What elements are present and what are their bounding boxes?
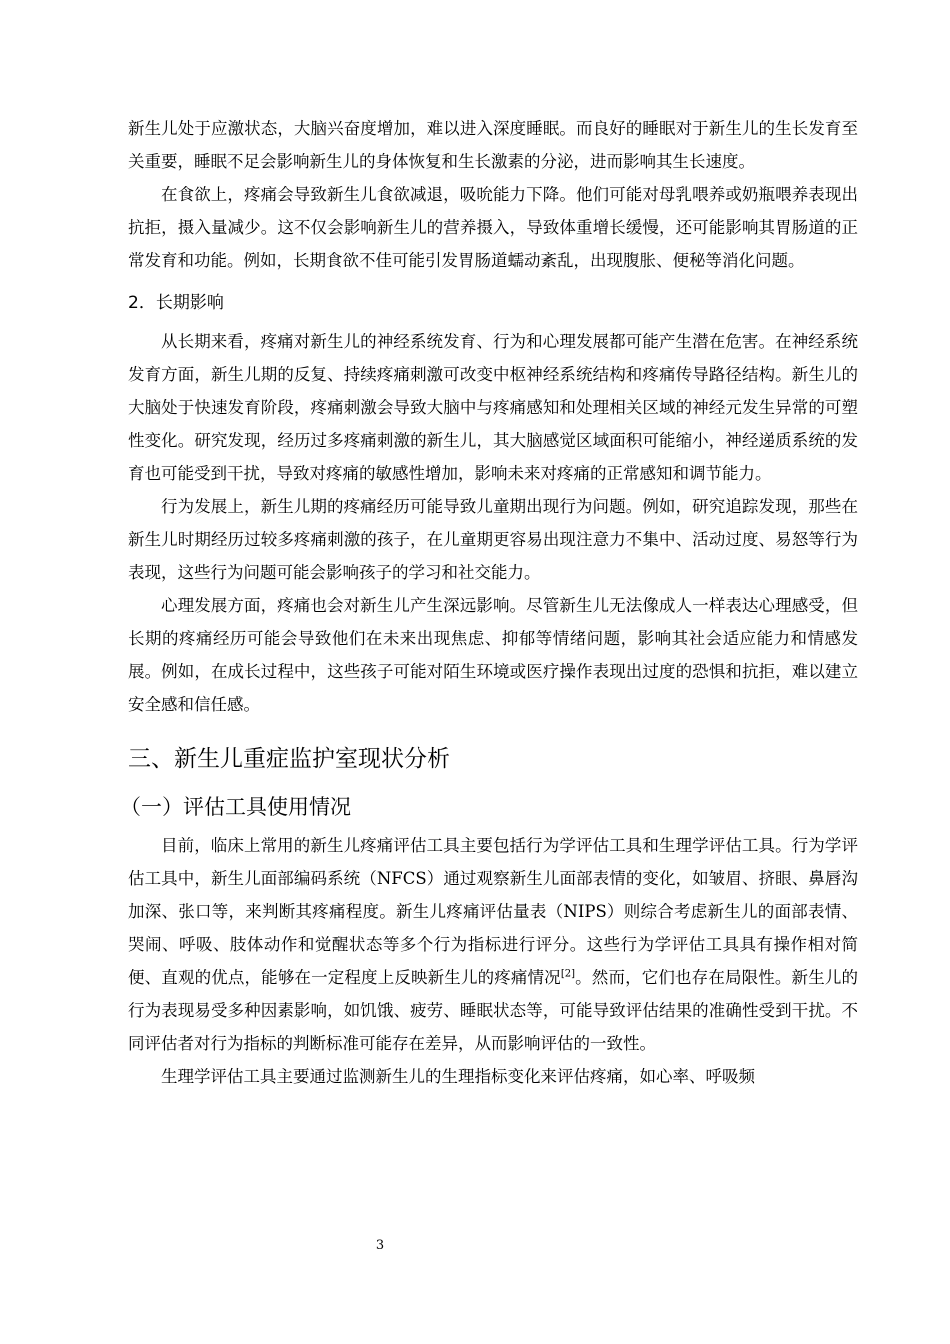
citation-reference: [2] (560, 968, 575, 980)
paragraph-sleep-continued: 新生儿处于应激状态，大脑兴奋度增加，难以进入深度睡眠。而良好的睡眠对于新生儿的生长发育至关重要，睡眠不足会影响新生儿的身体恢复和生长激素的分泌，进而影响其生长速度。 (128, 119, 858, 171)
page-content (120, 112, 859, 1093)
assessment-tools-text-part1: 目前，临床上常用的新生儿疼痛评估工具主要包括行为学评估工具和生理学评估工具。行为学评估工具中，新生儿面部编码系统（NFCS）通过观察新生儿面部表情的变化，如皱眉、挤眼、鼻唇沟加深、张口等，来判断其疼痛程度。新生儿疼痛评估量表（NIPS）则综合考虑新生儿的面部表情、哭闹、呼吸、肢体动作和觉醒状态等多个行为指标进行评分。这些行为学评估工具具有操作相对简便、直观的优点，能够在一定程度上反映新生儿的疼痛情况 (128, 836, 858, 987)
paragraph-physiological-tools: 生理学评估工具主要通过监测新生儿的生理指标变化来评估疼痛，如心率、呼吸频 (161, 1067, 755, 1086)
page-number: 3 (375, 1238, 385, 1253)
heading-long-term-effects: 2．长期影响 (128, 293, 224, 313)
subsection-heading-assessment-tools: （一）评估工具使用情况 (120, 795, 351, 819)
section-heading-nicu-status: 三、新生儿重症监护室现状分析 (128, 746, 450, 772)
assessment-tools-text-part2: 。然而，它们也存在局限性。新生儿的行为表现易受多种因素影响，如饥饿、疲劳、睡眠状态等，可能导致评估结果的准确性受到干扰。不同评估者对行为指标的判断标准可能存在差异，从而影响评估的一致性。 (128, 968, 859, 1053)
paragraph-behavior: 行为发展上，新生儿期的疼痛经历可能导致儿童期出现行为问题。例如，研究追踪发现，那些在新生儿时期经历过较多疼痛刺激的孩子，在儿童期更容易出现注意力不集中、活动过度、易怒等行为表现，这些行为问题可能会影响孩子的学习和社交能力。 (128, 497, 858, 582)
paragraph-psychology: 心理发展方面，疼痛也会对新生儿产生深远影响。尽管新生儿无法像成人一样表达心理感受，但长期的疼痛经历可能会导致他们在未来出现焦虑、抑郁等情绪问题，影响其社会适应能力和情感发展。例如，在成长过程中，这些孩子可能对陌生环境或医疗操作表现出过度的恐惧和抗拒，难以建立安全感和信任感。 (128, 596, 858, 714)
paragraph-assessment-tools (128, 829, 858, 1060)
paragraph-appetite: 在食欲上，疼痛会导致新生儿食欲减退，吸吮能力下降。他们可能对母乳喂养或奶瓶喂养表现出抗拒，摄入量减少。这不仅会影响新生儿的营养摄入，导致体重增长缓慢，还可能影响其胃肠道的正常发育和功能。例如，长期食欲不佳可能引发胃肠道蠕动紊乱，出现腹胀、便秘等消化问题。 (128, 185, 858, 270)
paragraph-nervous-system: 从长期来看，疼痛对新生儿的神经系统发育、行为和心理发展都可能产生潜在危害。在神经系统发育方面，新生儿期的反复、持续疼痛刺激可改变中枢神经系统结构和疼痛传导路径结构。新生儿的大脑处于快速发育阶段，疼痛刺激会导致大脑中与疼痛感知和处理相关区域的神经元发生异常的可塑性变化。研究发现，经历过多疼痛刺激的新生儿，其大脑感觉区域面积可能缩小，神经递质系统的发育也可能受到干扰，导致对疼痛的敏感性增加，影响未来对疼痛的正常感知和调节能力。 (128, 332, 858, 483)
